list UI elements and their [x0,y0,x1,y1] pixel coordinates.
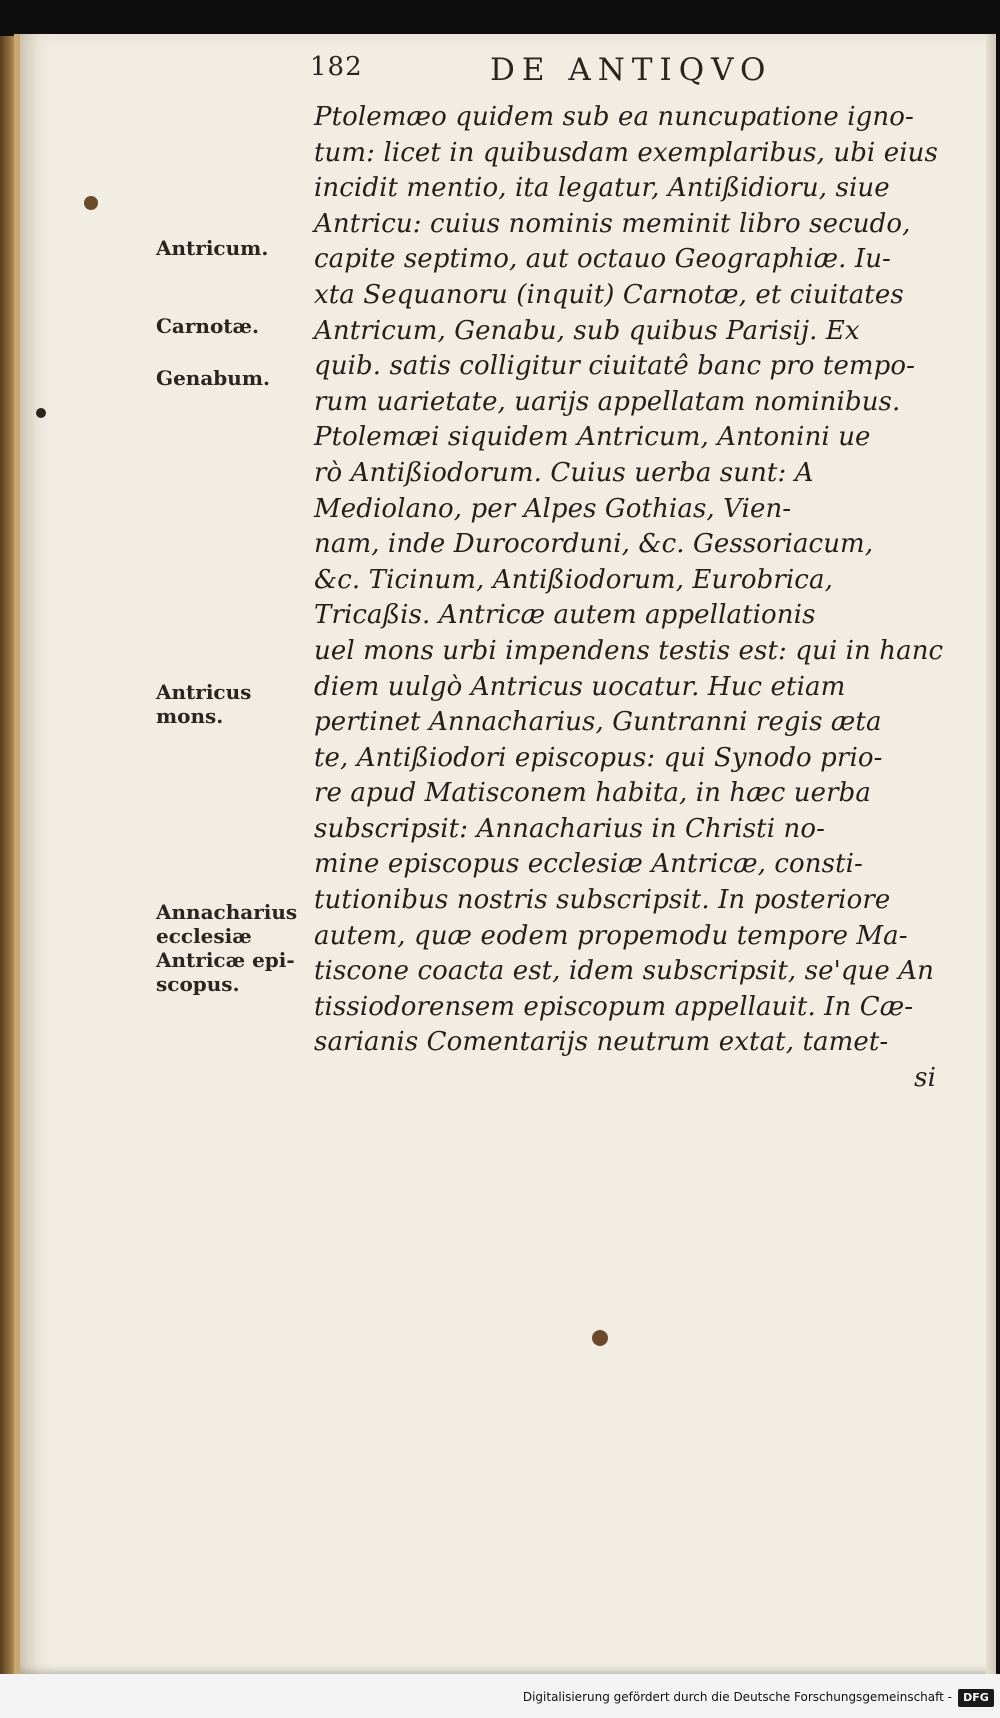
margin-note-antricum [156,236,316,260]
text-line: Antricu: cuius nominis meminit libro secudo, [314,208,911,239]
ink-spot [36,408,46,418]
text-line: Antricum, Genabu, sub quibus Parisij. Ex [314,315,860,346]
catchword: si [914,1063,936,1094]
book-spine [0,36,14,1676]
funding-notice: Digitalisierung gefördert durch die Deutsche Forschungsgemeinschaft - [522,1690,952,1704]
margin-note-annacharius [156,900,316,996]
margin-note-line: Antricum. [156,236,269,260]
text-line: Ptolemæi siquidem Antricum, Antonini ue [314,422,871,453]
margin-note-line: mons. [156,704,224,728]
text-line: subscripsit: Annacharius in Christi no- [314,813,825,844]
text-line: xta Sequanoru (inquit) Carnotæ, et ciuitates [314,279,904,310]
text-line: autem, quæ eodem propemodu tempore Ma- [314,920,908,951]
text-line: Tricaßis. Antricæ autem appellationis [314,600,816,631]
text-line: incidit mentio, ita legatur, Antißidioru, siue [314,173,890,204]
margin-note-line: ecclesiæ [156,924,252,948]
footer-bar [0,1674,1000,1718]
dfg-logo-icon: DFG [958,1689,994,1707]
margin-note-carnotae [156,314,316,338]
text-line: quib. satis colligitur ciuitatê banc pro tempo- [314,351,916,382]
text-line: rum uarietate, uarijs appellatam nominibus. [314,386,901,417]
text-line: uel mons urbi impendens testis est: qui in hanc [314,635,944,666]
text-line: Ptolemæo quidem sub ea nuncupatione igno- [314,102,914,132]
text-line: tiscone coacta est, idem subscripsit, se'que An [314,956,934,987]
margin-note-genabum [156,366,316,390]
text-line: diem uulgò Antricus uocatur. Huc etiam [314,671,846,702]
text-line: pertinet Annacharius, Guntranni regis æta [314,707,882,738]
running-title: DE ANTIQVO [490,52,773,88]
margin-note-line: Antricus [156,680,252,704]
margin-note-antricus-mons [156,680,316,728]
margin-note-line: Antricæ epi- [156,948,295,972]
text-line: capite septimo, aut octauo Geographiæ. Iu- [314,244,891,275]
ink-spot [592,1330,608,1346]
body-text [314,100,954,1097]
text-line: tissiodorensem episcopum appellauit. In Cæ- [314,991,914,1022]
margin-note-line: Carnotæ. [156,314,259,338]
text-line: rò Antißiodorum. Cuius uerba sunt: A [314,457,814,488]
text-line: re apud Matisconem habita, in hæc uerba [314,778,871,809]
text-line: mine episcopus ecclesiæ Antricæ, consti- [314,849,863,880]
page-number: 182 [310,52,363,82]
page-header [310,52,950,92]
text-line: te, Antißiodori episcopus: qui Synodo prio- [314,742,883,773]
margin-note-line: scopus. [156,972,240,996]
text-line: tum: licet in quibusdam exemplaribus, ubi eius [314,137,938,168]
page-edge [986,34,996,1674]
text-line: sarianis Comentarijs neutrum extat, tamet- [314,1027,889,1058]
margin-note-line: Annacharius [156,900,298,924]
text-line: Mediolano, per Alpes Gothias, Vien- [314,493,792,524]
text-line: &c. Ticinum, Antißiodorum, Eurobrica, [314,564,833,595]
text-line: nam, inde Durocorduni, &c. Gessoriacum, [314,529,874,560]
ink-spot [84,196,98,210]
margin-note-line: Genabum. [156,366,270,390]
text-line: tutionibus nostris subscripsit. In posteriore [314,885,891,916]
